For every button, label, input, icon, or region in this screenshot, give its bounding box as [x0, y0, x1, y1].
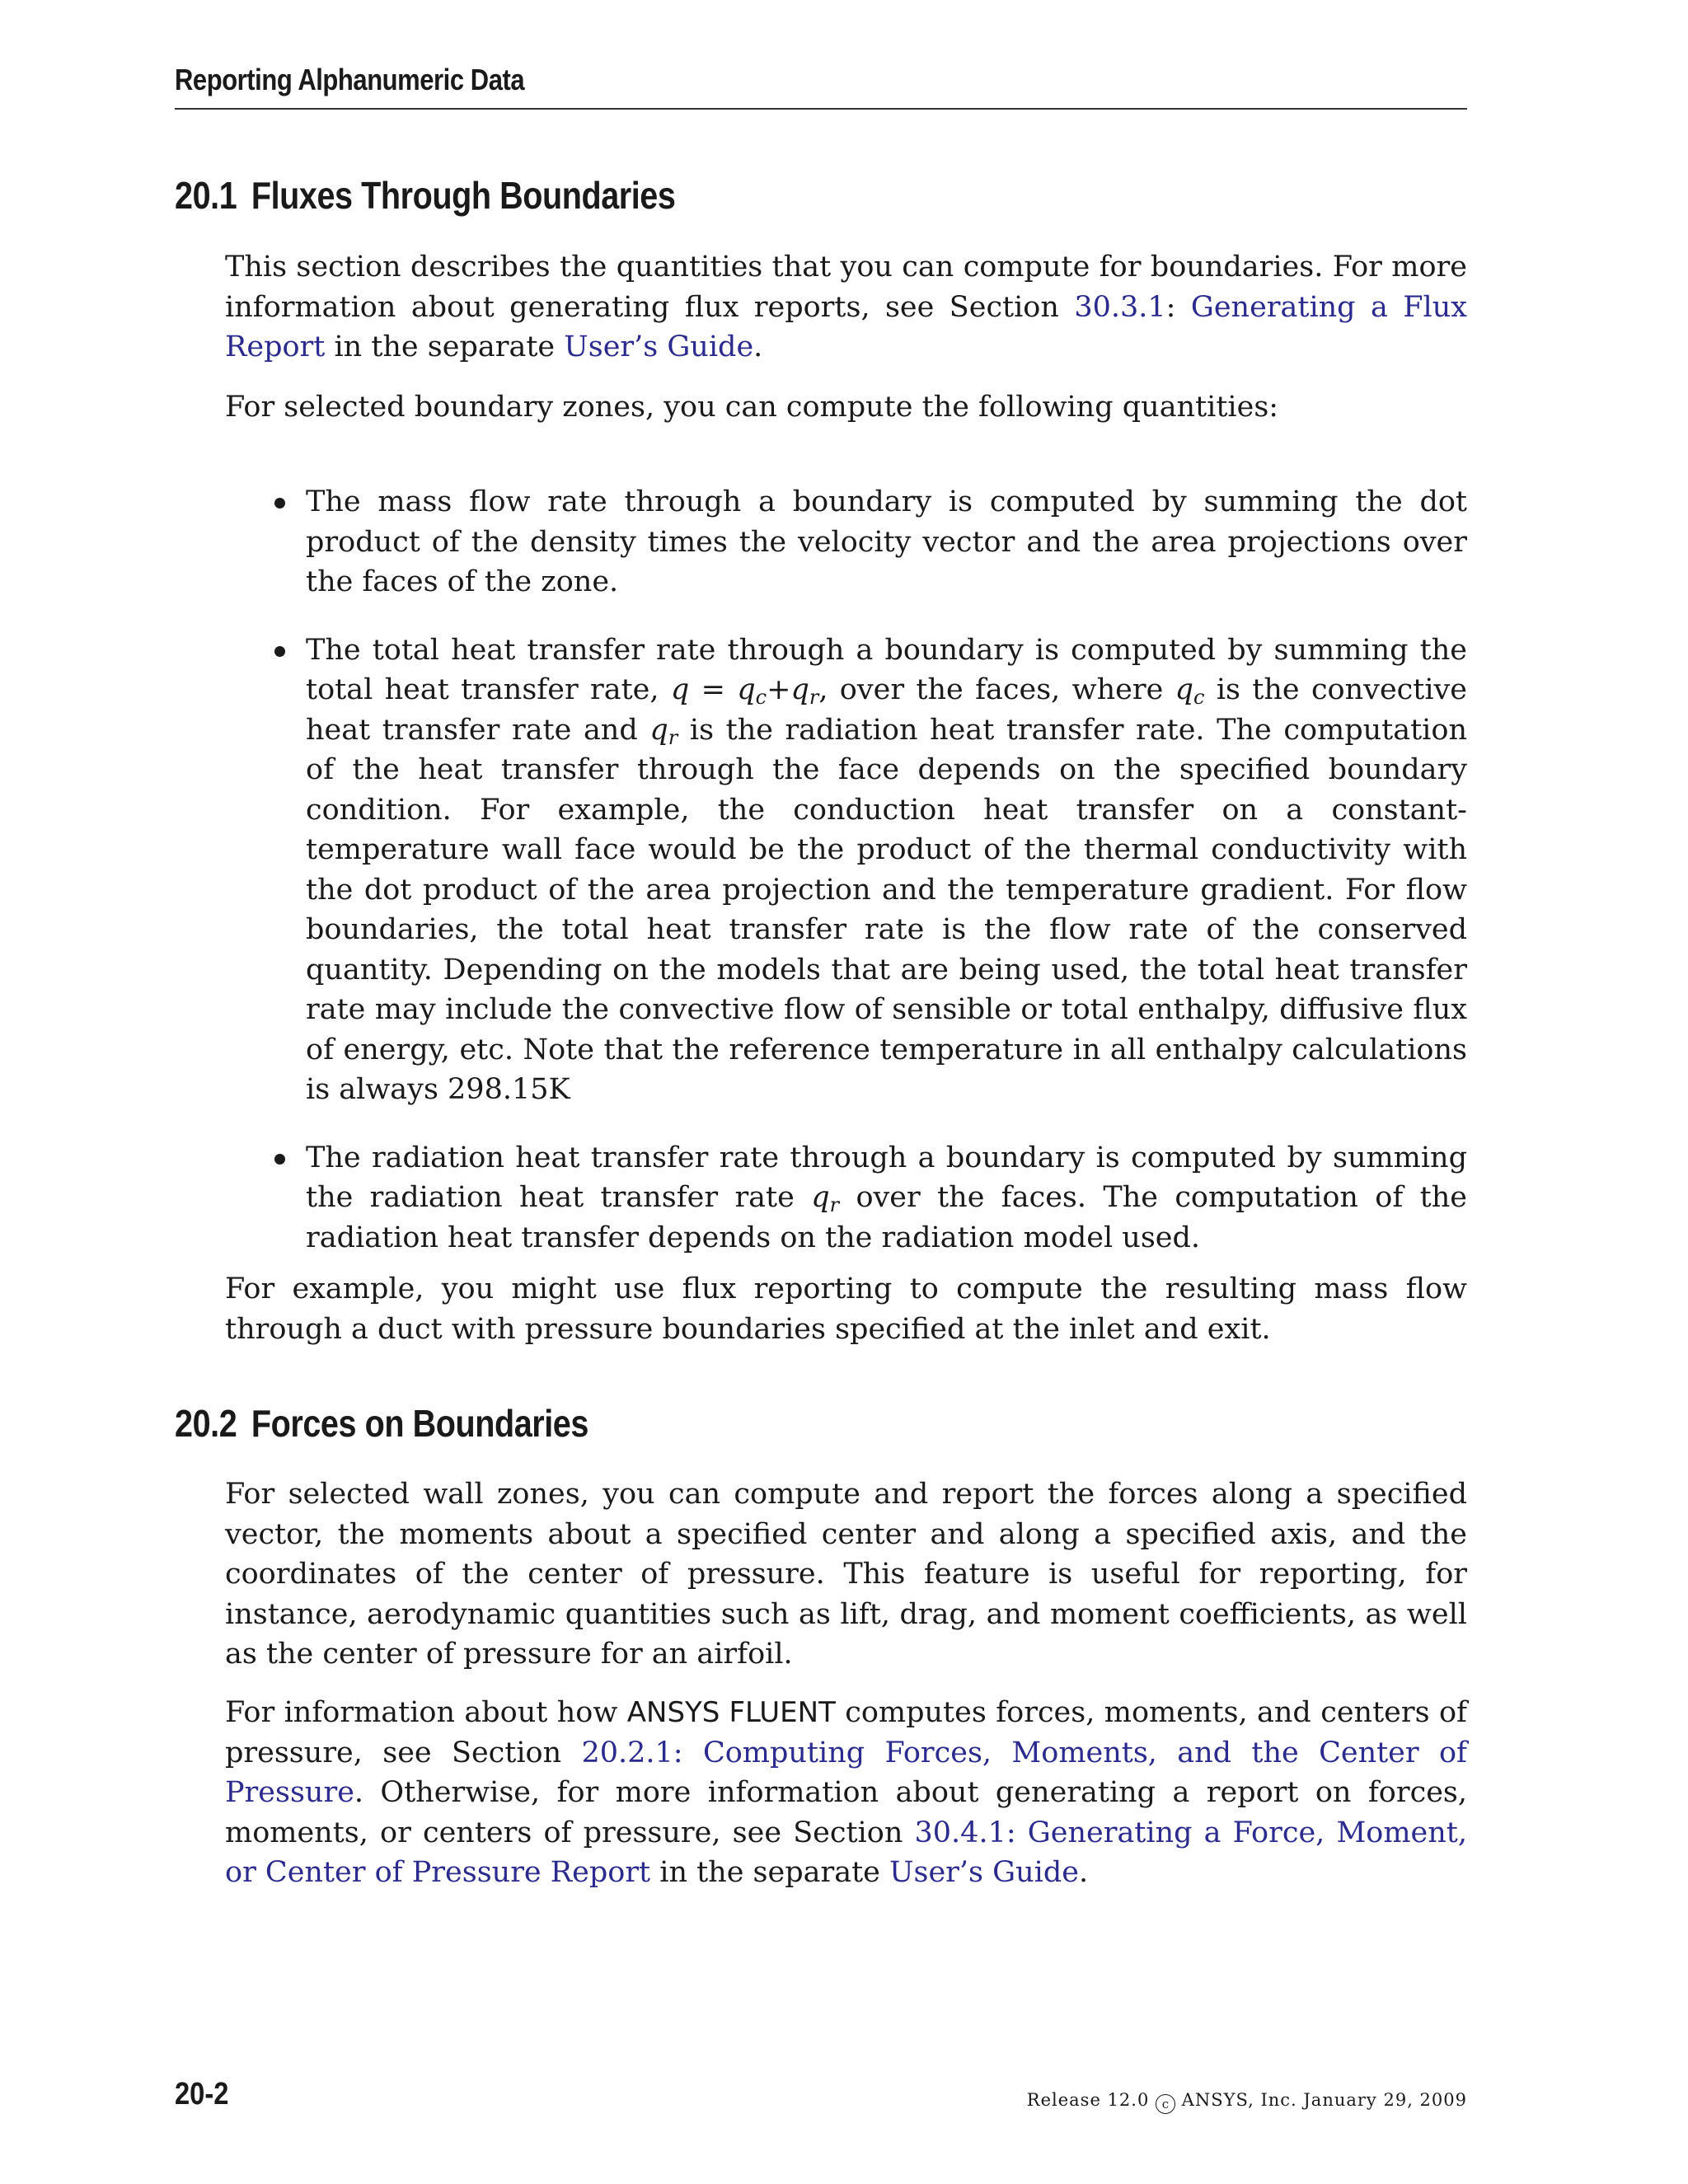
product-name: ANSYS FLUENT — [626, 1696, 836, 1729]
forces-paragraph: For selected wall zones, you can compute and report the forces along a specified vector, the moments about a specified center and along a specified axis, and the coordinates of the center of pressure. This feature is useful for reporting, for instance, aerodynamic quantities such as lift, drag, and moment coefficients, as well as the center of pressure for an airfoil. — [225, 1478, 1467, 1671]
text-span: ANSYS, Inc. January 29, 2009 — [1175, 2090, 1467, 2110]
bullet-icon — [274, 498, 285, 509]
math-symbol: q — [737, 673, 756, 706]
bullet-icon — [274, 1154, 285, 1165]
text-span: in the separate — [325, 330, 565, 363]
math-operator: + — [767, 673, 791, 706]
quantities-list — [225, 482, 1467, 1258]
text-span: . — [753, 330, 763, 363]
math-subscript: r — [829, 1193, 840, 1216]
math-subscript: r — [668, 725, 678, 749]
intro-paragraph — [225, 247, 1467, 368]
math-operator: = — [689, 673, 738, 706]
list-item-radiation — [225, 1138, 1467, 1258]
running-header: Reporting Alphanumeric Data — [175, 63, 525, 96]
forces-info-paragraph — [225, 1693, 1467, 1893]
text-span: is the radiation heat transfer rate. The computation of the heat transfer through the face depends on the specified boundary condition. For example, the conduction heat transfer on a constant-temperature wall face would be the product of the thermal conductivity with the dot product of the area projection and the temperature gradient. For flow boundaries, the total heat transfer rate is the flow rate of the conserved quantity. Depending on the models that are being used, the total heat transfer rate may include the convective flow of sensible or total enthalpy, diffusive flux of energy, etc. Note that the reference temperature in all enthalpy calculations is always 298.15K — [306, 713, 1467, 1106]
link-generating-flux-report[interactable]: Generating a Flux Report — [225, 290, 1468, 363]
math-symbol: q — [790, 673, 809, 706]
math-symbol: q — [811, 1181, 830, 1214]
text-span: , over the faces, where — [818, 673, 1175, 706]
text-span: is the convective heat transfer rate and — [306, 673, 1468, 747]
section-number: 20.1 — [175, 174, 237, 217]
lead-paragraph: For selected boundary zones, you can compute the following quantities: — [225, 391, 1279, 424]
text-span: For information about how — [225, 1696, 627, 1729]
equation-q — [670, 673, 819, 709]
section-title: Forces on Boundaries — [251, 1402, 588, 1445]
section-heading-20-1 — [175, 173, 675, 218]
text-span: computes forces, moments, and centers of pressure, see Section — [225, 1696, 1468, 1769]
list-item-text — [306, 630, 1467, 1110]
page-number: 20-2 — [175, 2077, 229, 2111]
math-subscript: c — [755, 686, 767, 709]
text-span: . Otherwise, for more information about generating a report on forces, moments, or centers of pressure, see Section — [225, 1776, 1467, 1849]
header-rule — [175, 108, 1467, 110]
section-heading-20-2 — [175, 1401, 588, 1446]
math-subscript: c — [1193, 686, 1205, 709]
text-span: . — [1078, 1856, 1089, 1889]
link-users-guide[interactable]: User’s Guide — [564, 330, 754, 363]
text-span: This section describes the quantities that you can compute for boundaries. For more information about generating flux reports, see Section — [225, 251, 1467, 324]
math-symbol: q — [649, 713, 668, 747]
text-span: The total heat transfer rate through a boundary is computed by summing the total heat transfer rate, — [306, 633, 1467, 706]
link-section-30-3-1[interactable]: 30.3.1 — [1074, 290, 1166, 324]
text-span: Release 12.0 — [1026, 2090, 1156, 2110]
symbol-qc — [1175, 673, 1205, 709]
math-symbol: q — [670, 673, 690, 706]
text-span: The radiation heat transfer rate through a boundary is computed by summing the radiation heat transfer rate — [306, 1141, 1467, 1214]
list-item-mass-flow — [225, 482, 1467, 602]
example-paragraph: For example, you might use flux reporting to compute the resulting mass flow through a duct with pressure boundaries specified at the inlet and exit. — [225, 1272, 1467, 1346]
link-users-guide[interactable]: User’s Guide — [889, 1856, 1079, 1889]
math-symbol: q — [1175, 673, 1194, 706]
section-title: Fluxes Through Boundaries — [251, 174, 676, 217]
section-number: 20.2 — [175, 1402, 237, 1445]
link-section-20-2-1[interactable]: 20.2.1: Computing Forces, Moments, and the Center of Pressure — [225, 1736, 1468, 1809]
list-item-text — [306, 1138, 1467, 1258]
text-span: over the faces. The computation of the radiation heat transfer depends on the radiation model used. — [306, 1181, 1467, 1254]
release-info — [1027, 2090, 1467, 2114]
text-span: in the separate — [650, 1856, 890, 1889]
list-item-text: The mass flow rate through a boundary is computed by summing the dot product of the density times the velocity vector and the area projections over the faces of the zone. — [306, 485, 1467, 598]
symbol-qr — [811, 1181, 839, 1214]
math-subscript: r — [809, 686, 819, 709]
list-item-heat-transfer — [225, 630, 1467, 1110]
link-section-30-4-1[interactable]: 30.4.1: Generating a Force, Moment, or Center of Pressure Report — [225, 1816, 1467, 1889]
symbol-qr — [649, 714, 678, 747]
copyright-icon: c — [1156, 2094, 1175, 2114]
text-span: : — [1165, 290, 1191, 324]
bullet-icon — [274, 646, 285, 657]
